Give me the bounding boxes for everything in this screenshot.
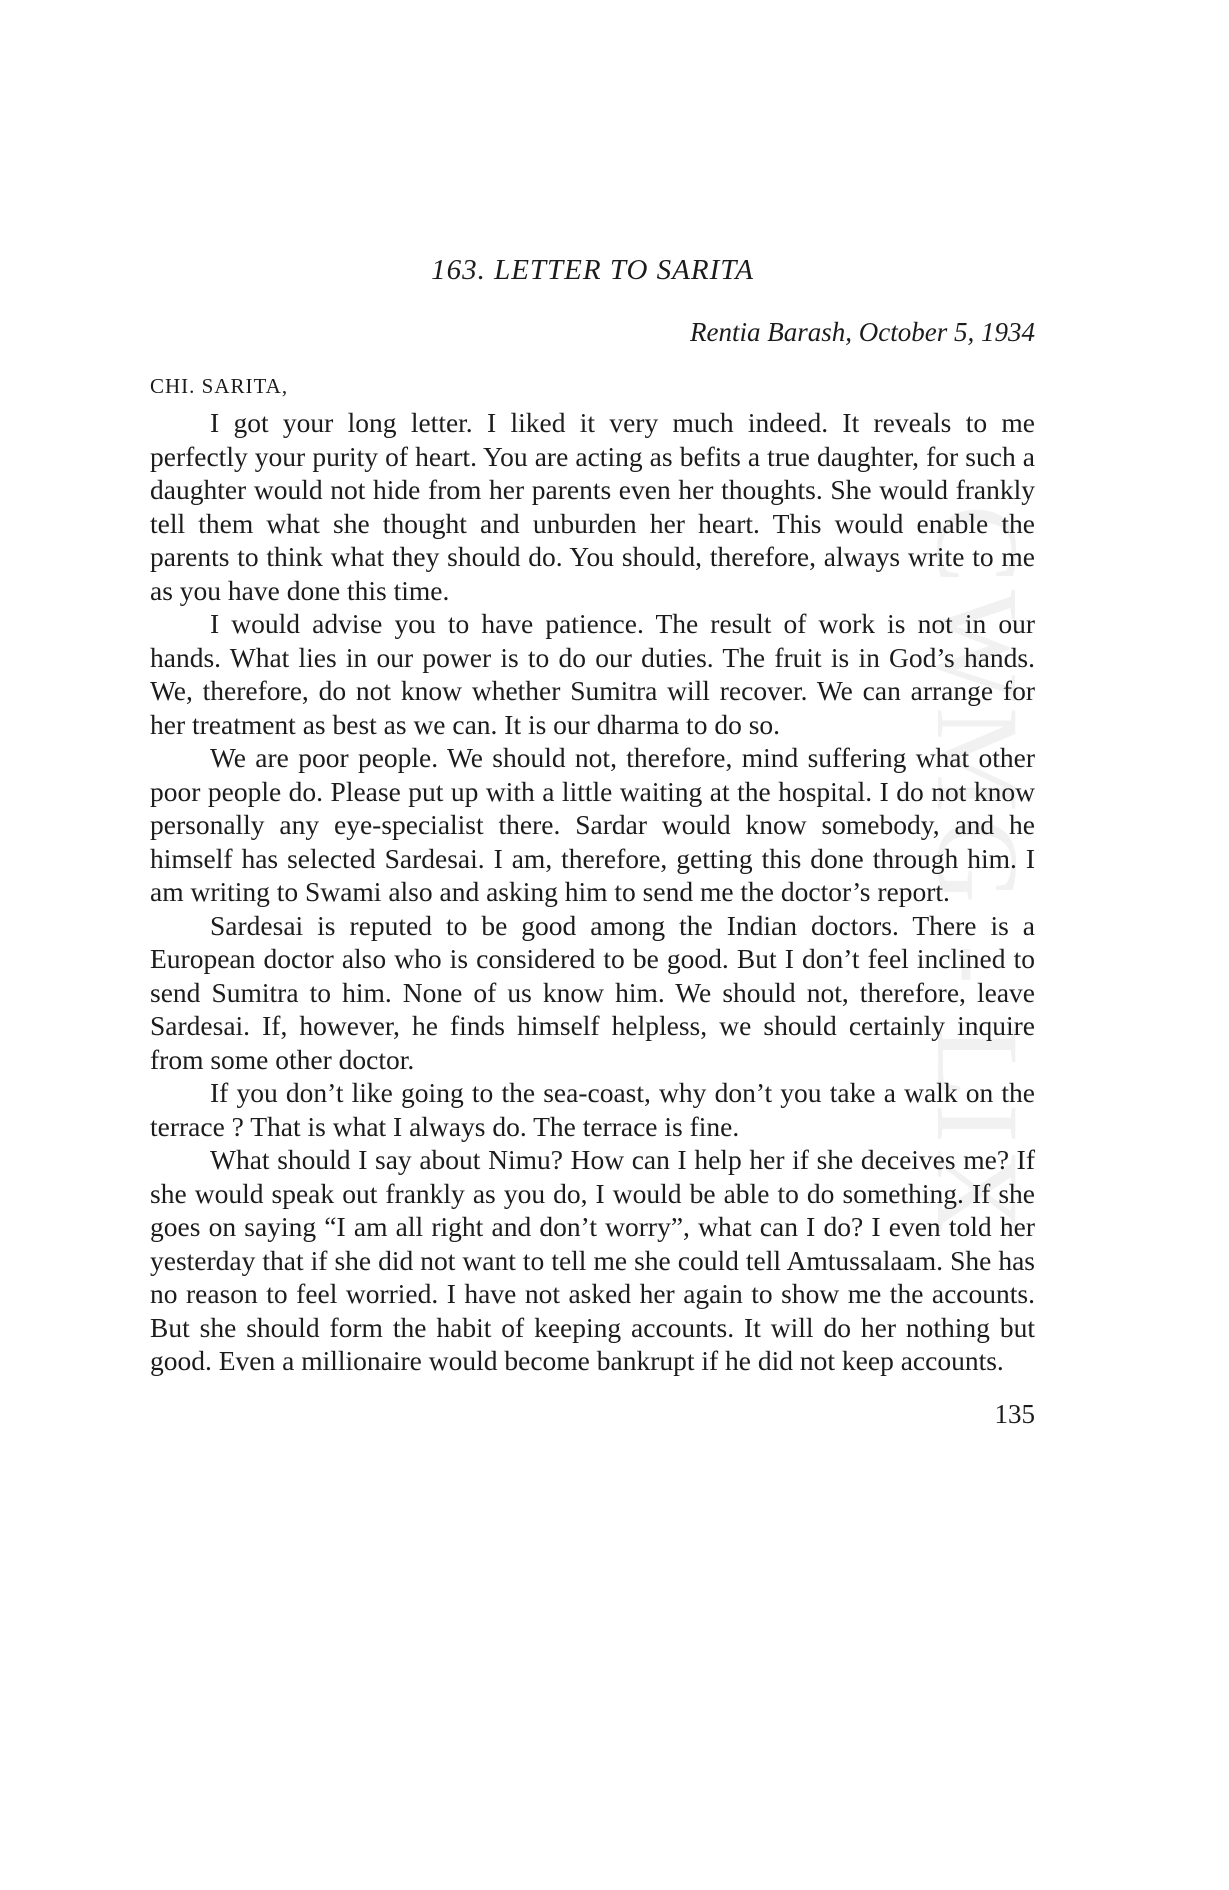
paragraph-3: We are poor people. We should not, therefore, mind suffering what other poor people do. Please put up with a little waiting at the hospital. I do not know personally any eye-specialist there. Sardar would know somebody, and he himself has selected Sardesai. I am, therefore, getting this done through him. I am writing to Swami also and asking him to send me the doctor’s report. [150, 742, 1035, 907]
page-number: 135 [994, 1398, 1035, 1429]
salutation: CHI. SARITA, [150, 374, 289, 398]
document-page [150, 250, 1035, 1432]
paragraph-2: I would advise you to have patience. The result of work is not in our hands. What lies in our power is to do our duties. The fruit is in God’s hands. We, therefore, do not know whether Sumitra will recover. We can arrange for her treatment as best as we can. It is our dharma to do so. [150, 608, 1035, 740]
paragraph-5: If you don’t like going to the sea-coast, why don’t you take a walk on the terrace ? That is what I always do. The terrace is fine. [150, 1077, 1035, 1142]
dateline: Rentia Barash, October 5, 1934 [690, 317, 1035, 347]
paragraph-1: I got your long letter. I liked it very much indeed. It reveals to me perfectly your purity of heart. You are acting as befits a true daughter, for such a daughter would not hide from her parents even her thoughts. She would frankly tell them what she thought and unburden her heart. This would enable the parents to think what they should do. You should, therefore, always write to me as you have done this time. [150, 407, 1035, 606]
letter-title: 163. LETTER TO SARITA [431, 254, 754, 286]
paragraph-6: What should I say about Nimu? How can I help her if she deceives me? If she would speak out frankly as you do, I would be able to do something. If she goes on saying “I am all right and don’t worry”, what can I do? I even told her yesterday that if she did not want to tell me she could tell Amtussalaam. She has no reason to feel worried. I have not asked her again to show me the accounts. But she should form the habit of keeping accounts. It will do her nothing but good. Even a millionaire would become bankrupt if he did not keep accounts. [150, 1144, 1035, 1376]
watermark: CWMG - LIX [912, 505, 1043, 1241]
paragraph-4: Sardesai is reputed to be good among the Indian doctors. There is a European doctor also who is considered to be good. But I don’t feel inclined to send Sumitra to him. None of us know him. We should not, therefore, leave Sardesai. If, however, he finds himself helpless, we should certainly inquire from some other doctor. [150, 909, 1035, 1075]
